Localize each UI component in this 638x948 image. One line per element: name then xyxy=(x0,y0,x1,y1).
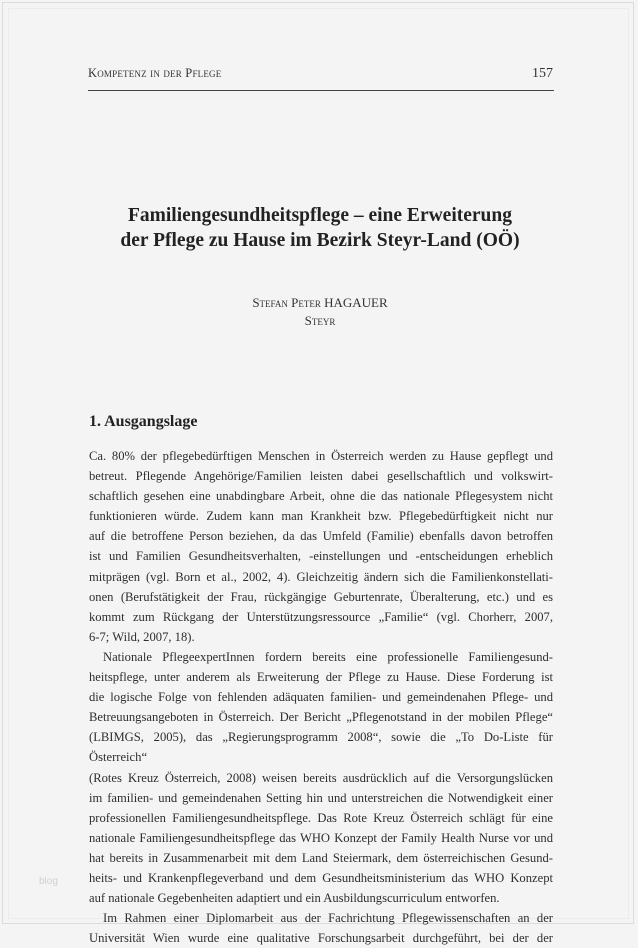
text-line: (LBIMGS, 2005), das „Regierungsprogramm 2008“, sowie die „To Do-Liste für Österreich“ xyxy=(89,730,553,765)
text-line: ist und Familien Gesundheitsverhalten, -einstellungen und -entscheidungen erheblich xyxy=(89,549,553,564)
running-head xyxy=(88,66,553,82)
article-title xyxy=(60,203,580,253)
article-title-line-1: Familiengesundheitspflege – eine Erweiterung xyxy=(127,205,512,226)
paragraph-3 xyxy=(89,908,553,948)
text-line: Im Rahmen einer Diplomarbeit aus der Fachrichtung Pflegewissenschaften an der xyxy=(103,911,553,926)
header-rule xyxy=(88,90,554,91)
running-head-title: Kompetenz in der Pflege xyxy=(88,66,222,80)
text-line: heits- und Krankenpflegeverband und dem Gesundheitsministerium das WHO Konzept xyxy=(89,870,553,885)
paragraph-2 xyxy=(89,647,553,908)
author-first-names: Stefan Peter xyxy=(252,295,321,310)
text-line: Betreuungsangeboten in Österreich. Der Bericht „Pflegenotstand in der mobilen Pflege“ xyxy=(89,710,553,725)
text-line: Nationale PflegeexpertInnen fordern bereits eine professionelle Familiengesund- xyxy=(103,649,553,664)
text-line: nationale Familiengesundheitspflege das WHO Konzept der Family Health Nurse vor und xyxy=(89,830,553,845)
author-block xyxy=(60,294,580,330)
text-line: auf nationale Gegebenheiten adaptiert und ein Ausbildungscurriculum entworfen. xyxy=(89,891,500,906)
text-line: Ca. 80% der pflegebedürftigen Menschen in Österreich werden zu Hause gepflegt und xyxy=(89,449,553,463)
author-affiliation: Steyr xyxy=(304,313,336,328)
text-line: kommt zum Rückgang der Unterstützungsressource „Familie“ (vgl. Chorherr, 2007, xyxy=(89,609,553,624)
text-line: die logische Folge von fehlenden adäquaten familien- und gemeindenahen Pflege- und xyxy=(89,690,553,705)
text-line: betreut. Pflegende Angehörige/Familien leisten dabei gesellschaftlich und volkswirt- xyxy=(89,469,553,484)
watermark: blog xyxy=(39,876,58,887)
text-line: heitspflege, unter anderem als Erweiterung der Pflege zu Hause. Diese Forderung ist xyxy=(89,670,553,685)
body-text xyxy=(89,446,553,948)
page-number: 157 xyxy=(532,66,553,81)
section-heading: 1. Ausgangslage xyxy=(89,413,198,430)
text-line: professionellen Familiengesundheitspflege. Das Rote Kreuz Österreich schlägt für eine xyxy=(89,810,553,825)
paragraph-1 xyxy=(89,446,553,647)
text-line: Universität Wien wurde eine qualitative Forschungsarbeit durchgeführt, bei der der xyxy=(89,931,553,946)
text-line: schaftlich gesehen eine unabdingbare Arbeit, ohne die das nationale Pflegesystem nicht xyxy=(89,489,553,504)
text-line: hat bereits in Zusammenarbeit mit dem Land Steiermark, dem österreichischen Gesund- xyxy=(89,850,553,865)
author-surname: HAGAUER xyxy=(324,295,388,310)
text-line: funktionieren würde. Zudem kann man Krankheit bzw. Pflegebedürftigkeit nicht nur xyxy=(89,509,553,524)
text-line: onen (Berufstätigkeit der Frau, rückgängige Geburtenrate, Überalterung, etc.) und es xyxy=(89,589,553,604)
text-line: (Rotes Kreuz Österreich, 2008) weisen bereits ausdrücklich auf die Versorgungslücken xyxy=(89,770,553,785)
text-line: im familien- und gemeindenahen Setting hin und unterstreichen die Notwendigkeit einer xyxy=(89,790,553,805)
text-line: mitprägen (vgl. Born et al., 2002, 4). Gleichzeitig ändern sich die Familienkonstellati- xyxy=(89,569,553,584)
article-title-line-2: der Pflege zu Hause im Bezirk Steyr-Land (OÖ) xyxy=(120,230,520,251)
author-name xyxy=(60,294,580,312)
text-line: 6-7; Wild, 2007, 18). xyxy=(89,629,195,644)
text-line: auf die betroffene Person beziehen, da das Umfeld (Familie) ebenfalls davon betroffen xyxy=(89,529,553,544)
